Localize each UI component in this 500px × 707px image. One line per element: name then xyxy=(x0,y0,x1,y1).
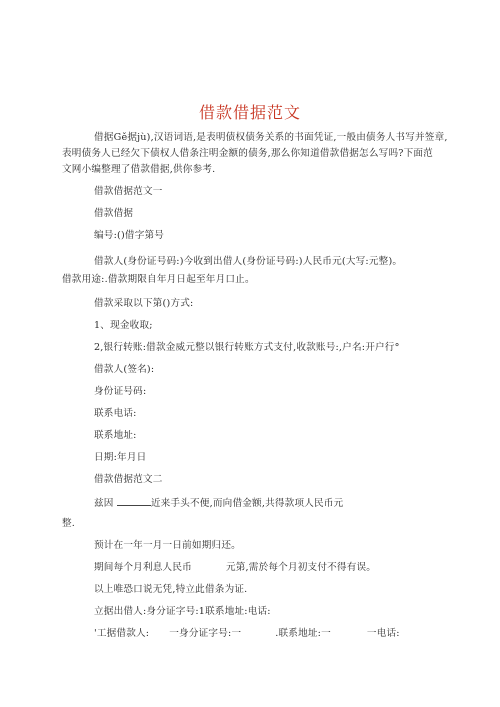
sample1-heading: 借款借据范文一 xyxy=(94,186,163,197)
sample1-body-line1: 借款人(身份证号码:)今收到出借人(身份证号码:)人民币元(大写:元整)。 xyxy=(94,256,403,267)
sample2-line3-post: 元第,需於每个月初支付不得有误。 xyxy=(225,562,377,573)
sample1-id-no: 身份证号码: xyxy=(94,386,147,397)
page-title: 借款借据范文 xyxy=(198,103,301,122)
sample2-line1-post: 近来手头不便,而向借金额,共得款项人民币元 xyxy=(150,498,344,509)
sample2-line6-id: 一身分证字号:一 xyxy=(169,628,242,639)
sample1-address: 联系地址: xyxy=(94,430,137,441)
intro-line-3: 文网小编整理了借款借据,供你参考. xyxy=(62,164,216,175)
sample2-line6 xyxy=(94,628,400,640)
sample1-number: 编号:()借字第号 xyxy=(94,230,165,241)
sample1-body-line2: 借款用途:.借款期限自年月日起至年月口止。 xyxy=(62,274,255,285)
sample2-line6-address: .联系地址:一 xyxy=(275,628,331,639)
intro-line-2: 表明债务人已经欠下债权人借条注明金额的债务,那么你知道借款借据怎么写吗?下面范 xyxy=(62,148,433,159)
sample2-line6-phone: 一电话: xyxy=(366,628,400,639)
sample1-option1: 1、现金收取; xyxy=(94,320,153,331)
sample1-doc-title: 借款借据 xyxy=(94,208,134,219)
blank-underline xyxy=(117,496,151,506)
sample2-line4: 以上唯恐口说无凭,特立此借条为证. xyxy=(94,584,248,595)
sample2-line1-end: 整. xyxy=(62,518,76,529)
sample2-heading: 借款借据范文二 xyxy=(94,474,163,485)
sample1-sign: 借款人(签名): xyxy=(94,364,155,375)
sample2-line2: 预计在一年一月一日前如期归还。 xyxy=(94,540,241,551)
sample2-line1 xyxy=(94,496,343,510)
sample1-method: 借款采取以下第()方式: xyxy=(94,298,194,309)
sample1-option2: 2,银行转账:借款金威元整以银行转账方式支付,收款账号:,户名:开户行° xyxy=(94,342,400,353)
sample1-date: 日期:年月日 xyxy=(94,452,147,463)
sample2-line5: 立据出借人:身分证字号:1联系地址:电话: xyxy=(94,606,271,617)
intro-line-1: 借据Gě据jù),汉语词语,是表明债权债务关系的书面凭证,一般由债务人书写并签章, xyxy=(94,132,448,143)
sample1-phone: 联系电话: xyxy=(94,408,137,419)
sample2-line3 xyxy=(94,562,376,574)
sample2-line6-borrower: '工据借款人: xyxy=(94,628,150,639)
sample2-line3-pre: 期间每个月利息人民币 xyxy=(94,562,192,573)
sample2-line1-pre: 兹因 xyxy=(94,498,114,509)
